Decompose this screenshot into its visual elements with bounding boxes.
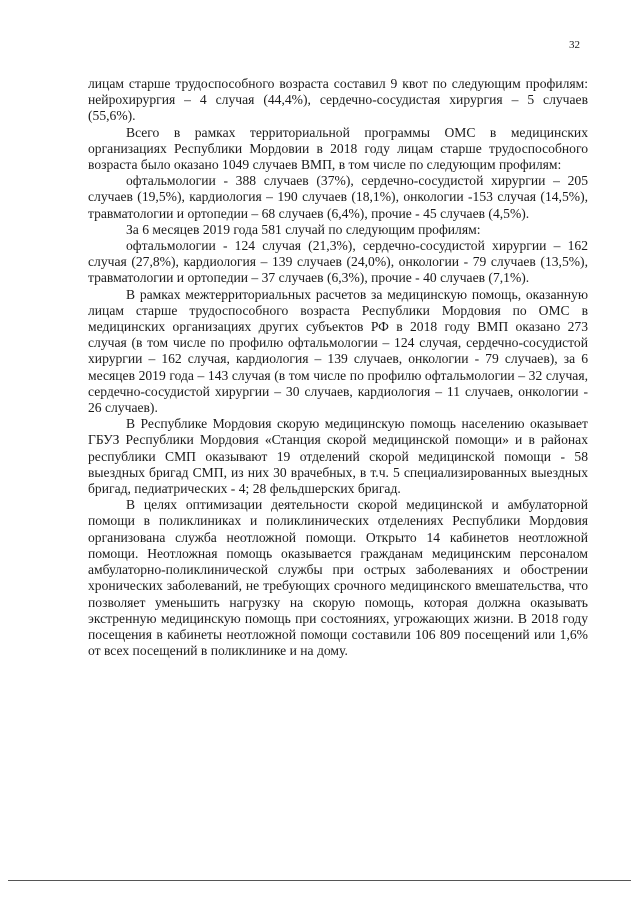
paragraph-interterritorial: В рамках межтерриториальных расчетов за медицинскую помощь, оказанную лицам старше трудоспособного возраста Республики Мордовия по ОМС в медицинских организациях других субъектов РФ в 2018 году ВМП оказано 273 случая (в том числе по профилю офтальмологии – 124 случая, сердечно-сосудистой хирургии – 162 случая, кардиология – 139 случаев, онкологии - 79 случаев), за 6 месяцев 2019 года – 143 случая (в том числе по профилю офтальмологии – 32 случая, сердечно-сосудистой хирургии – 30 случаев, кардиология – 11 случаев, онкологии - 26 случаев). [88,286,588,416]
paragraph-6-months-2019: За 6 месяцев 2019 года 581 случай по следующим профилям: [126,221,481,237]
paragraph-continuation: лицам старше трудоспособного возраста составил 9 квот по следующим профилям: нейрохирургия – 4 случая (44,4%), сердечно-сосудистая хирургия – 5 случаев (55,6%). [88,76,588,124]
paragraph-profiles-2018: офтальмологии - 388 случаев (37%), сердечно-сосудистой хирургии – 205 случаев (19,5%), кардиология – 190 случаев (18,1%), онкологии -153 случая (14,5%), травматологии и ортопедии – 68 случаев (6,4%), прочие - 45 случаев (4,5%). [88,173,588,221]
paragraph-profiles-2019: офтальмологии - 124 случая (21,3%), сердечно-сосудистой хирургии – 162 случая (27,8%), кардиология – 139 случаев (24,0%), онкологии - 79 случаев (13,5%), травматологии и ортопедии – 37 случаев (6,3%), прочие - 40 случаев (7,1%). [88,238,588,286]
document-body [88,76,588,659]
page-number: 32 [569,39,580,51]
paragraph-urgent-care: В целях оптимизации деятельности скорой медицинской и амбулаторной помощи в поликлиниках и поликлинических отделениях Республики Мордовия организована служба неотложной помощи. Открыто 14 кабинетов неотложной помощи. Неотложная помощь оказывается гражданам медицинским персоналом амбулаторно-поликлинической службы при острых заболеваниях и обострении хронических заболеваний, не требующих срочного медицинского вмешательства, что позволяет уменьшить нагрузку на скорую помощь, которая должна оказывать экстренную медицинскую помощь при состояниях, угрожающих жизни. В 2018 году посещения в кабинеты неотложной помощи составили 106 809 посещений или 1,6% от всех посещений в поликлинике и на дому. [88,497,588,659]
footer-rule [8,880,631,881]
paragraph-ambulance: В Республике Мордовия скорую медицинскую помощь населению оказывает ГБУЗ Республики Мордовия «Станция скорой медицинской помощи» и в районах республики СМП оказывают 19 отделений скорой медицинской помощи - 58 выездных бригад СМП, из них 30 врачебных, в т.ч. 5 специализированных выездных бригад, педиатрических - 4; 28 фельдшерских бригад. [88,416,588,497]
paragraph-vmp-total-2018: Всего в рамках территориальной программы ОМС в медицинских организациях Республики Мордовии в 2018 году лицам старше трудоспособного возраста было оказано 1049 случаев ВМП, в том числе по следующим профилям: [88,124,588,173]
